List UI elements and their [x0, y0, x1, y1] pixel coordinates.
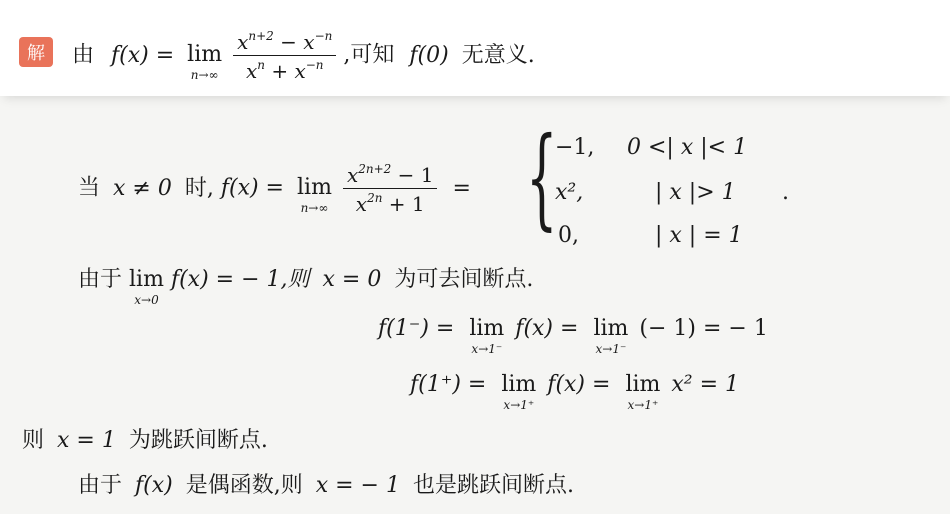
- line4-limit-2: lim x→1⁺: [625, 372, 661, 412]
- line2-x0: x = 0: [322, 267, 382, 292]
- line2-post: 为可去间断点.: [394, 267, 534, 292]
- line2-lim-sub: x→0: [134, 293, 159, 307]
- line1-lim-word: lim: [297, 175, 332, 200]
- case-3-cond: | x | = 1: [655, 223, 743, 248]
- case-row-1: [555, 135, 748, 160]
- cases-brace: {: [526, 113, 558, 241]
- header-fraction: [233, 30, 336, 81]
- line3-formula: [378, 318, 768, 355]
- line1-when: 当: [78, 175, 101, 201]
- header-meaning: 无意义.: [461, 42, 535, 68]
- line4-left: f(1⁺) =: [410, 372, 487, 397]
- line3-mid: f(x) =: [515, 316, 579, 341]
- header-numerator: $x^{n+2} - x^{-n}$: [233, 30, 336, 56]
- header-fx: f(x) =: [111, 42, 175, 68]
- line5-x1: x = 1: [57, 428, 116, 453]
- header-f0: f(0): [409, 42, 449, 68]
- line5-post: 为跳跃间断点.: [128, 428, 268, 453]
- line6-post: 也是跳跃间断点.: [413, 473, 574, 498]
- line1-limit: [297, 177, 332, 214]
- header-lim-sub: n→∞: [190, 68, 219, 82]
- line4-formula: [410, 374, 739, 411]
- line3-limit-2: lim x→1⁻: [593, 316, 629, 356]
- header-denominator: $x^n + x^{-n}$: [245, 58, 324, 83]
- line1-formula: [78, 163, 471, 214]
- case-1-value: −1,: [555, 135, 595, 160]
- line2-pre: 由于: [78, 267, 123, 292]
- case-3-value: 0,: [558, 223, 579, 248]
- line1-numerator: $x^{2n+2} - 1$: [343, 163, 438, 189]
- line6-text: [78, 475, 574, 497]
- line1-time: 时,: [184, 175, 214, 201]
- line4-right: x² = 1: [671, 372, 740, 397]
- line2-text: [78, 269, 533, 306]
- header-prefix: 由: [72, 42, 95, 68]
- header-suffix: ,可知: [343, 42, 395, 68]
- line6-mid: 是偶函数,则: [185, 473, 303, 498]
- case-2-cond: | x |> 1: [655, 180, 736, 205]
- case-row-2: [555, 180, 736, 205]
- line2-lim-word: lim: [129, 267, 164, 292]
- line5-pre: 则: [22, 428, 45, 453]
- case-1-cond: 0 <| x |< 1: [627, 135, 748, 160]
- line6-fx: f(x): [135, 473, 173, 498]
- case-2-value: x²,: [555, 180, 584, 205]
- line3-limit-1: lim x→1⁻: [469, 316, 505, 356]
- line2-expr: f(x) = − 1,则: [170, 267, 310, 292]
- line6-pre: 由于: [78, 473, 123, 498]
- line2-limit: [129, 269, 164, 306]
- line5-text: [22, 430, 268, 452]
- line3-right: (− 1) = − 1: [639, 316, 768, 341]
- header-formula: [72, 30, 535, 81]
- line1-fraction: [343, 163, 438, 214]
- case-row-3: [558, 223, 743, 248]
- line6-xm1: x = − 1: [315, 473, 400, 498]
- solution-badge: 解: [19, 37, 53, 67]
- line1-eq: =: [452, 175, 471, 201]
- case-period: .: [782, 180, 789, 205]
- header-lim-word: lim: [187, 42, 223, 67]
- line1-lim-sub: n→∞: [300, 201, 329, 215]
- line1-denominator: $x^{2n} + 1$: [355, 191, 425, 216]
- line3-left: f(1⁻) =: [378, 316, 455, 341]
- header-limit: [187, 44, 222, 81]
- line4-mid: f(x) =: [547, 372, 611, 397]
- line1-cond: x ≠ 0: [113, 175, 172, 201]
- line4-limit-1: lim x→1⁺: [501, 372, 537, 412]
- line1-fx: f(x) =: [220, 175, 284, 201]
